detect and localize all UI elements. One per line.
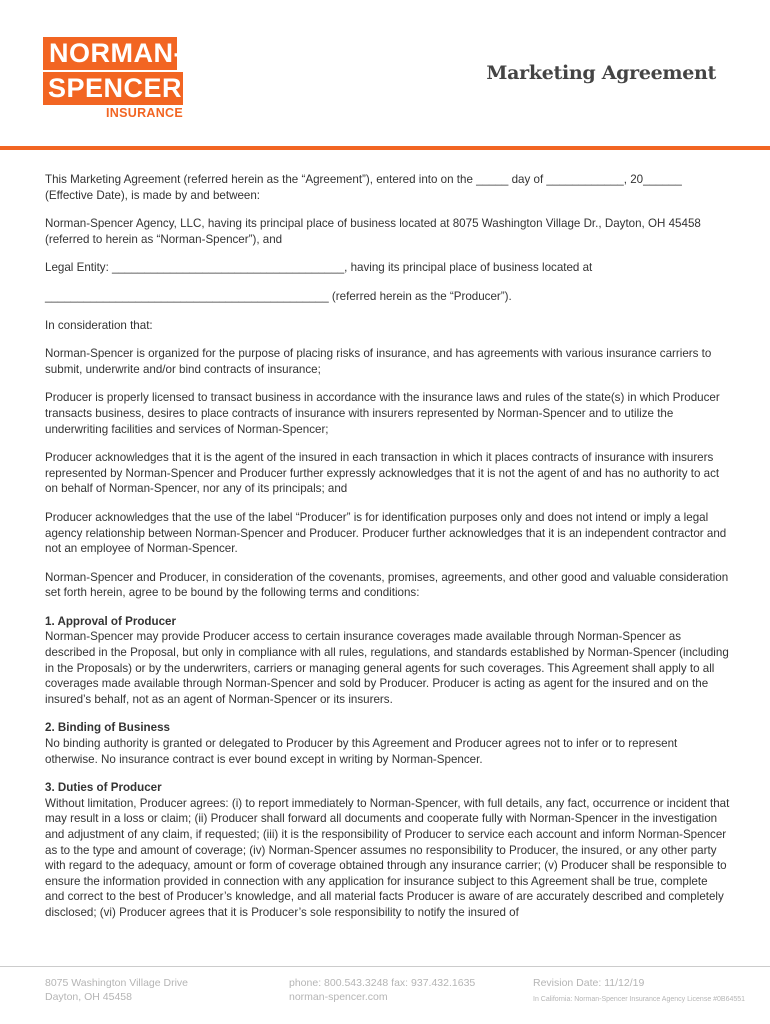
logo-line2: SPENCER (48, 73, 183, 103)
footer-phone: phone: 800.543.3248 fax: 937.432.1635 (289, 977, 476, 989)
footer-revision-date: Revision Date: 11/12/19 (533, 977, 645, 989)
footer-contact (289, 976, 475, 1004)
intro-paragraph: Producer is properly licensed to transact business in accordance with the insurance laws and rules of the state(s) in which Producer transacts business, desires to place contracts of insurance with insurers represented by Norman-Spencer and to utilize the underwriting facilities and services of Norman-Spencer; (45, 391, 720, 436)
intro-paragraph: ____________________________________________ (referred herein as the “Producer”). (45, 289, 512, 303)
intro-paragraph: Producer acknowledges that the use of the label “Producer” is for identification purposes only and does not intend or imply a legal agency relationship between Norman-Spencer and Producer. Producer further acknowledges that it is an independent contractor and not an employee of Norman-Spencer. (45, 510, 727, 556)
footer-divider (0, 966, 770, 967)
section-binding-of-business (45, 720, 730, 767)
logo-subtitle: INSURANCE (106, 106, 184, 120)
logo-line2-box (43, 72, 183, 105)
intro-paragraph: Legal Entity: ____________________________________, having its principal place of business located at (45, 261, 593, 275)
section-text: Without limitation, Producer agrees: (i) to report immediately to Norman-Spencer, with full details, any fact, occurrence or incident that may result in a loss or claim; (ii) Producer shall forward all documents and cooperate fully with Norman-Spencer in the investigation and adjustment of any claim, if requested; (iii) it is the responsibility of Producer to service each account and inform Norman-Spencer as to the type and amount of coverage; (iv) Norman-Spencer assumes no responsibility to Producer, the insured, or any other party with regard to the adequacy, amount or form of coverage obtained through any insurance carrier; (v) Producer shall be responsible to ensure the information provided in connection with any application for insurance subject to this Agreement shall be true, complete and correct to the best of Producer’s knowledge, and all material facts Producer is aware of are accurately described and completely disclosed; (vi) Producer agrees that it is Producer’s sole responsibility to notify the insured of (45, 796, 730, 919)
logo-line1-box (43, 37, 183, 70)
intro-paragraph: This Marketing Agreement (referred herein as the “Agreement”), entered into on the _____ day of ____________, 20______ (Effective Date), is made by and between: (45, 173, 682, 202)
section-text: No binding authority is granted or delegated to Producer by this Agreement and Producer agrees not to infer or to represent otherwise. No insurance contract is ever bound except in writing by Norman-Spencer. (45, 737, 678, 766)
intro-paragraph: In consideration that: (45, 318, 153, 332)
footer-address (45, 976, 188, 1004)
header-divider (0, 146, 770, 150)
intro-paragraph: Norman-Spencer is organized for the purpose of placing risks of insurance, and has agreements with various insurance carriers to submit, underwrite and/or bind contracts of insurance; (45, 347, 712, 376)
logo-line1: NORMAN- (49, 38, 183, 68)
section-title: 2. Binding of Business (45, 721, 170, 735)
document-title: Marketing Agreement (486, 62, 716, 84)
intro-paragraph: Norman-Spencer Agency, LLC, having its principal place of business located at 8075 Washington Village Dr., Dayton, OH 45458 (referred to herein as “Norman-Spencer”), and (45, 217, 701, 246)
footer-address-line2: Dayton, OH 45458 (45, 991, 132, 1003)
section-text: Norman-Spencer may provide Producer access to certain insurance coverages made available through Norman-Spencer as described in the Proposal, but only in compliance with all rules, regulations, and standards established by Norman-Spencer (including in the Proposals) or by the underwriters, carriers or managing general agents for such coverages. This Agreement shall apply to all coverages made available through Norman-Spencer and sold by Producer. Producer is acting as agent for the insured and on the insured’s behalf, not as an agent of Norman-Spencer or its insurers. (45, 630, 729, 706)
footer-website: norman-spencer.com (289, 991, 388, 1003)
footer-address-line1: 8075 Washington Village Drive (45, 977, 189, 989)
agreement-body (45, 172, 730, 934)
section-approval-of-producer (45, 614, 730, 708)
section-title: 3. Duties of Producer (45, 781, 162, 795)
footer-revision-block (533, 976, 745, 1007)
intro-paragraph: Producer acknowledges that it is the agent of the insured in each transaction in which it places contracts of insurance with insurers represented by Norman-Spencer and Producer further expressly acknowledges that it is not the agent of and has no authority to act on behalf of Norman-Spencer, nor any of its principals; and (45, 451, 720, 496)
company-logo (43, 37, 203, 121)
section-title: 1. Approval of Producer (45, 614, 176, 628)
intro-paragraph: Norman-Spencer and Producer, in consideration of the covenants, promises, agreements, and other good and valuable consideration set forth herein, agree to be bound by the following terms and conditions: (45, 570, 729, 600)
section-duties-of-producer (45, 780, 730, 920)
footer-license: In California: Norman-Spencer Insurance Agency License #0B64551 (533, 996, 746, 1003)
